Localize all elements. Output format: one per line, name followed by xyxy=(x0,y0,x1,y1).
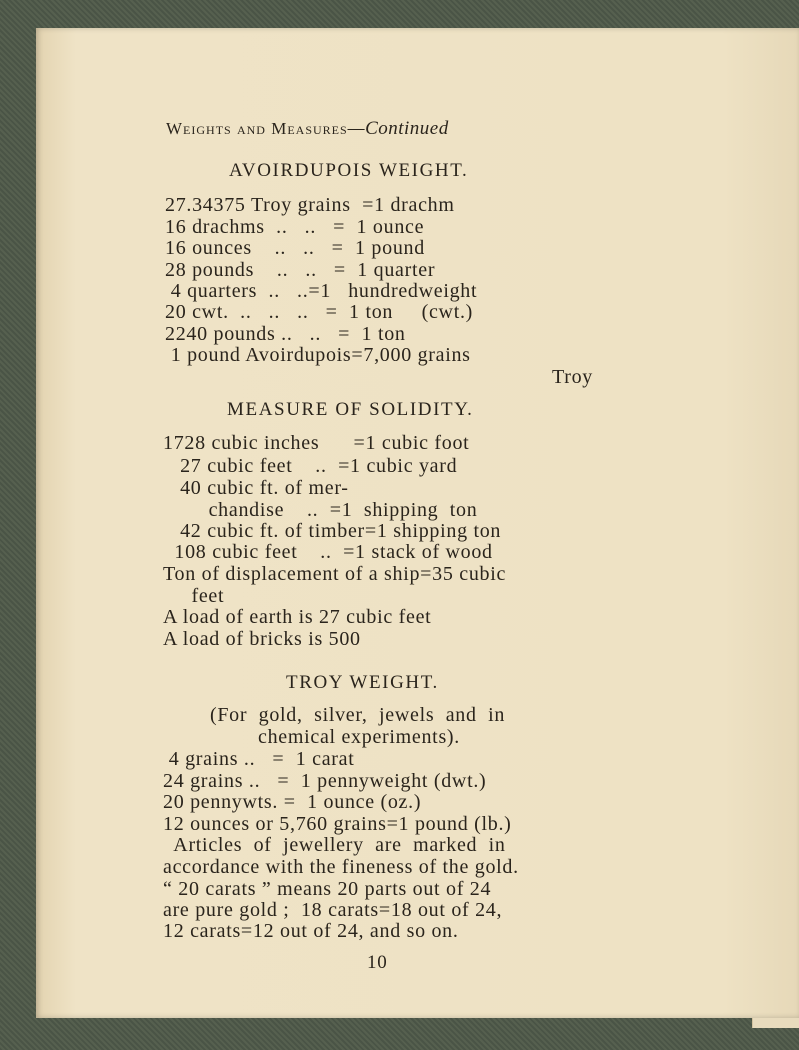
text-line: accordance with the fineness of the gold. xyxy=(163,856,519,878)
running-head-title: Weights and Measures xyxy=(166,119,348,138)
text-line: 24 grains .. = 1 pennyweight (dwt.) xyxy=(163,770,487,792)
text-line: are pure gold ; 18 carats=18 out of 24, xyxy=(163,899,503,921)
text-line: 28 pounds .. .. = 1 quarter xyxy=(165,259,436,281)
text-line: 27 cubic feet .. =1 cubic yard xyxy=(163,455,458,477)
text-line: Articles of jewellery are marked in xyxy=(163,834,506,856)
text-line: 40 cubic ft. of mer- xyxy=(163,477,349,499)
text-line: A load of bricks is 500 xyxy=(163,628,361,650)
text-line: 16 ounces .. .. = 1 pound xyxy=(165,237,425,259)
text-line: 42 cubic ft. of timber=1 shipping ton xyxy=(163,520,502,542)
section-heading: MEASURE OF SOLIDITY. xyxy=(227,399,474,420)
text-line: 2240 pounds .. .. = 1 ton xyxy=(165,323,406,345)
text-line: 108 cubic feet .. =1 stack of wood xyxy=(163,541,493,563)
text-line: feet xyxy=(163,585,225,607)
text-line: chandise .. =1 shipping ton xyxy=(163,499,478,521)
text-line: A load of earth is 27 cubic feet xyxy=(163,606,432,628)
text-line: chemical experiments). xyxy=(258,726,460,748)
running-head-continued: —Continued xyxy=(347,118,449,139)
text-line: Ton of displacement of a ship=35 cubic xyxy=(163,563,507,585)
text-line: 20 pennywts. = 1 ounce (oz.) xyxy=(163,791,422,813)
running-head xyxy=(166,118,449,140)
text-line: 1 pound Avoirdupois=7,000 grains xyxy=(165,344,471,366)
text-line: 20 cwt. .. .. .. = 1 ton (cwt.) xyxy=(165,301,474,323)
section-heading: AVOIRDUPOIS WEIGHT. xyxy=(229,160,469,181)
text-line: 1728 cubic inches =1 cubic foot xyxy=(163,432,470,454)
page-number: 10 xyxy=(367,952,388,973)
text-line: 4 quarters .. ..=1 hundredweight xyxy=(165,280,478,302)
text-line: 12 ounces or 5,760 grains=1 pound (lb.) xyxy=(163,813,512,835)
text-line: 4 grains .. = 1 carat xyxy=(163,748,355,770)
text-line: (For gold, silver, jewels and in xyxy=(210,704,506,726)
text-line: 12 carats=12 out of 24, and so on. xyxy=(163,920,459,942)
text-line: 27.34375 Troy grains =1 drachm xyxy=(165,194,455,216)
section-heading: TROY WEIGHT. xyxy=(286,672,439,693)
text-line: 16 drachms .. .. = 1 ounce xyxy=(165,216,425,238)
text-line: Troy xyxy=(552,366,593,388)
text-line: “ 20 carats ” means 20 parts out of 24 xyxy=(163,878,492,900)
